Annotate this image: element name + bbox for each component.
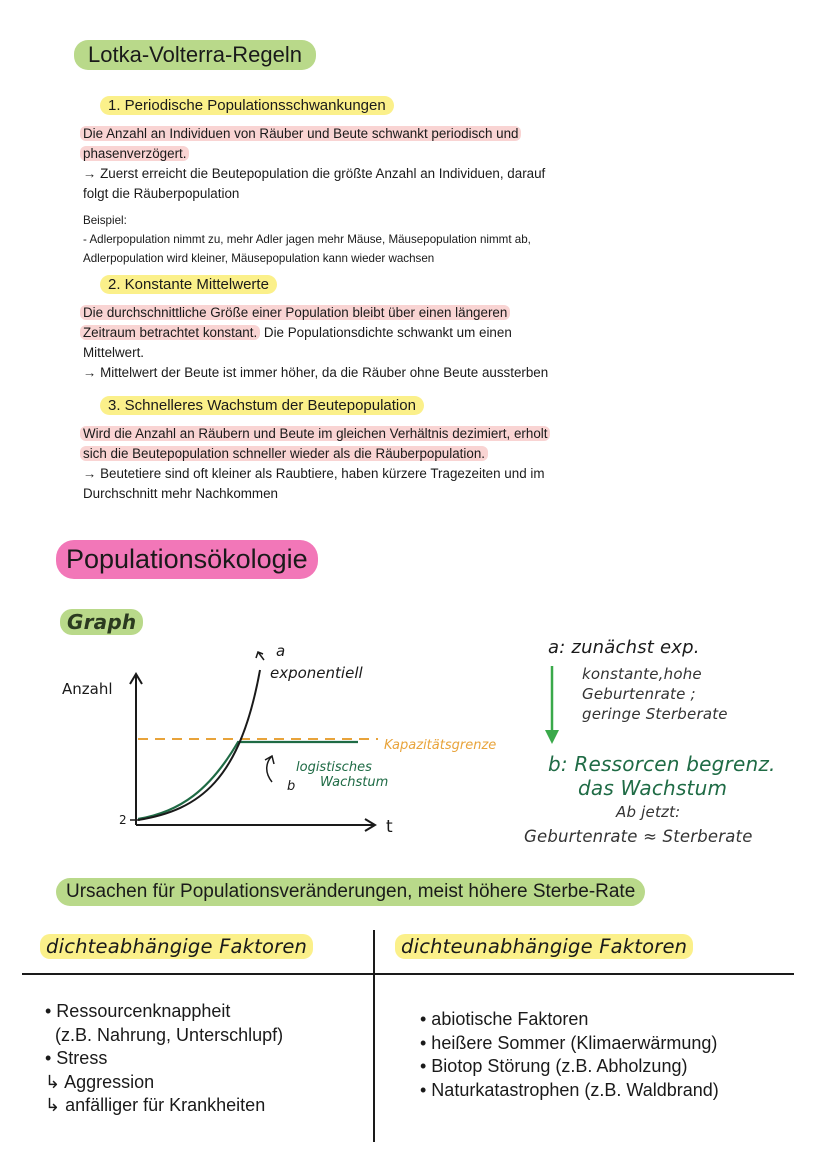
green-down-arrow-icon bbox=[542, 664, 562, 746]
density-independent-heading: dichteunabhängige Faktoren bbox=[395, 934, 693, 959]
list-item: ↳ Aggression bbox=[45, 1071, 155, 1092]
density-dependent-heading: dichteabhängige Faktoren bbox=[40, 934, 313, 959]
rule3-line3: → Beutetiere sind oft kleiner als Raubtiere, haben kürzere Tragezeiten und im bbox=[83, 466, 545, 481]
rule3-highlight-1: Wird die Anzahl an Räubern und Beute im gleichen Verhältnis dezimiert, erholt bbox=[80, 426, 550, 441]
table-horizontal-divider bbox=[22, 973, 794, 975]
note-a-sub3: geringe Sterberate bbox=[582, 705, 728, 723]
note-a-line: a: zunächst exp. bbox=[548, 637, 700, 658]
note-b-line1: b: Ressorcen begrenz. bbox=[548, 752, 776, 776]
list-item: (z.B. Nahrung, Unterschlupf) bbox=[45, 1024, 284, 1045]
curve-b-pointer bbox=[267, 756, 272, 782]
graph-label: Graph bbox=[60, 609, 143, 635]
note-b-sub1: Ab jetzt: bbox=[616, 803, 681, 821]
rule2-body bbox=[80, 303, 640, 383]
list-item: • Biotop Störung (z.B. Abholzung) bbox=[420, 1056, 688, 1076]
growth-graph bbox=[50, 630, 530, 850]
curve-a-letter: a bbox=[276, 642, 286, 660]
note-a-sub2: Geburtenrate ; bbox=[582, 685, 696, 703]
curve-b-label-2: Wachstum bbox=[320, 775, 389, 790]
rule1-highlight-1: Die Anzahl an Individuen von Räuber und Beute schwankt periodisch und bbox=[80, 126, 521, 141]
rule2-line3: Mittelwert. bbox=[83, 345, 145, 360]
rule2-line2-rest: Die Populationsdichte schwankt um einen bbox=[260, 325, 512, 340]
list-item: ↳ anfälliger für Krankheiten bbox=[45, 1095, 266, 1115]
table-vertical-divider bbox=[373, 930, 375, 1142]
note-a-sub1: konstante,hohe bbox=[582, 665, 702, 683]
lotka-title: Lotka-Volterra-Regeln bbox=[74, 40, 316, 70]
start-value: 2 bbox=[119, 813, 127, 827]
list-item: • Stress bbox=[45, 1048, 108, 1068]
curve-b-letter: b bbox=[287, 779, 296, 794]
population-title: Populationsökologie bbox=[56, 540, 318, 579]
y-axis-label: Anzahl bbox=[62, 680, 113, 698]
list-item: • abiotische Faktoren bbox=[420, 1009, 589, 1029]
example-line1: - Adlerpopulation nimmt zu, mehr Adler jagen mehr Mäuse, Mäusepopulation nimmt ab, bbox=[83, 233, 531, 246]
capacity-label: Kapazitätsgrenze bbox=[384, 738, 497, 753]
list-item: • heißere Sommer (Klimaerwärmung) bbox=[420, 1032, 718, 1053]
curve-a-label: exponentiell bbox=[270, 664, 363, 682]
causes-title: Ursachen für Populationsveränderungen, meist höhere Sterbe-Rate bbox=[56, 878, 645, 906]
list-item: • Ressourcenknappheit bbox=[45, 1001, 231, 1021]
note-b-sub2: Geburtenrate ≈ Sterberate bbox=[524, 827, 753, 846]
rule3-body bbox=[80, 424, 640, 504]
rule2-highlight-2: Zeitraum betrachtet konstant. bbox=[80, 325, 260, 340]
curve-b-label-1: logistisches bbox=[296, 760, 372, 775]
rule3-heading: 3. Schnelleres Wachstum der Beutepopulation bbox=[100, 396, 424, 415]
note-b-line2: das Wachstum bbox=[578, 776, 728, 800]
rule3-line4: Durchschnitt mehr Nachkommen bbox=[83, 486, 278, 501]
density-independent-list bbox=[420, 1008, 810, 1102]
rule1-body bbox=[80, 124, 640, 204]
rule1-example bbox=[83, 211, 643, 268]
list-item: • Naturkatastrophen (z.B. Waldbrand) bbox=[420, 1079, 719, 1100]
example-line2: Adlerpopulation wird kleiner, Mäusepopulation kann wieder wachsen bbox=[83, 252, 435, 265]
rule2-highlight-1: Die durchschnittliche Größe einer Population bleibt über einen längeren bbox=[80, 305, 510, 320]
example-label: Beispiel: bbox=[83, 214, 127, 227]
rule2-heading: 2. Konstante Mittelwerte bbox=[100, 275, 277, 294]
density-dependent-list bbox=[45, 1000, 365, 1118]
rule1-heading: 1. Periodische Populationsschwankungen bbox=[100, 96, 394, 115]
rule3-highlight-2: sich die Beutepopulation schneller wieder als die Räuberpopulation. bbox=[80, 446, 488, 461]
rule1-line4: folgt die Räuberpopulation bbox=[83, 186, 240, 201]
x-axis-label: t bbox=[386, 817, 393, 837]
rule1-line3: → Zuerst erreicht die Beutepopulation die größte Anzahl an Individuen, darauf bbox=[83, 166, 546, 181]
note-a-details bbox=[582, 664, 728, 724]
exponential-curve bbox=[138, 670, 260, 820]
rule2-line4: → Mittelwert der Beute ist immer höher, da die Räuber ohne Beute aussterben bbox=[83, 365, 549, 380]
rule1-highlight-2: phasenverzögert. bbox=[80, 146, 189, 161]
note-b bbox=[548, 752, 776, 800]
